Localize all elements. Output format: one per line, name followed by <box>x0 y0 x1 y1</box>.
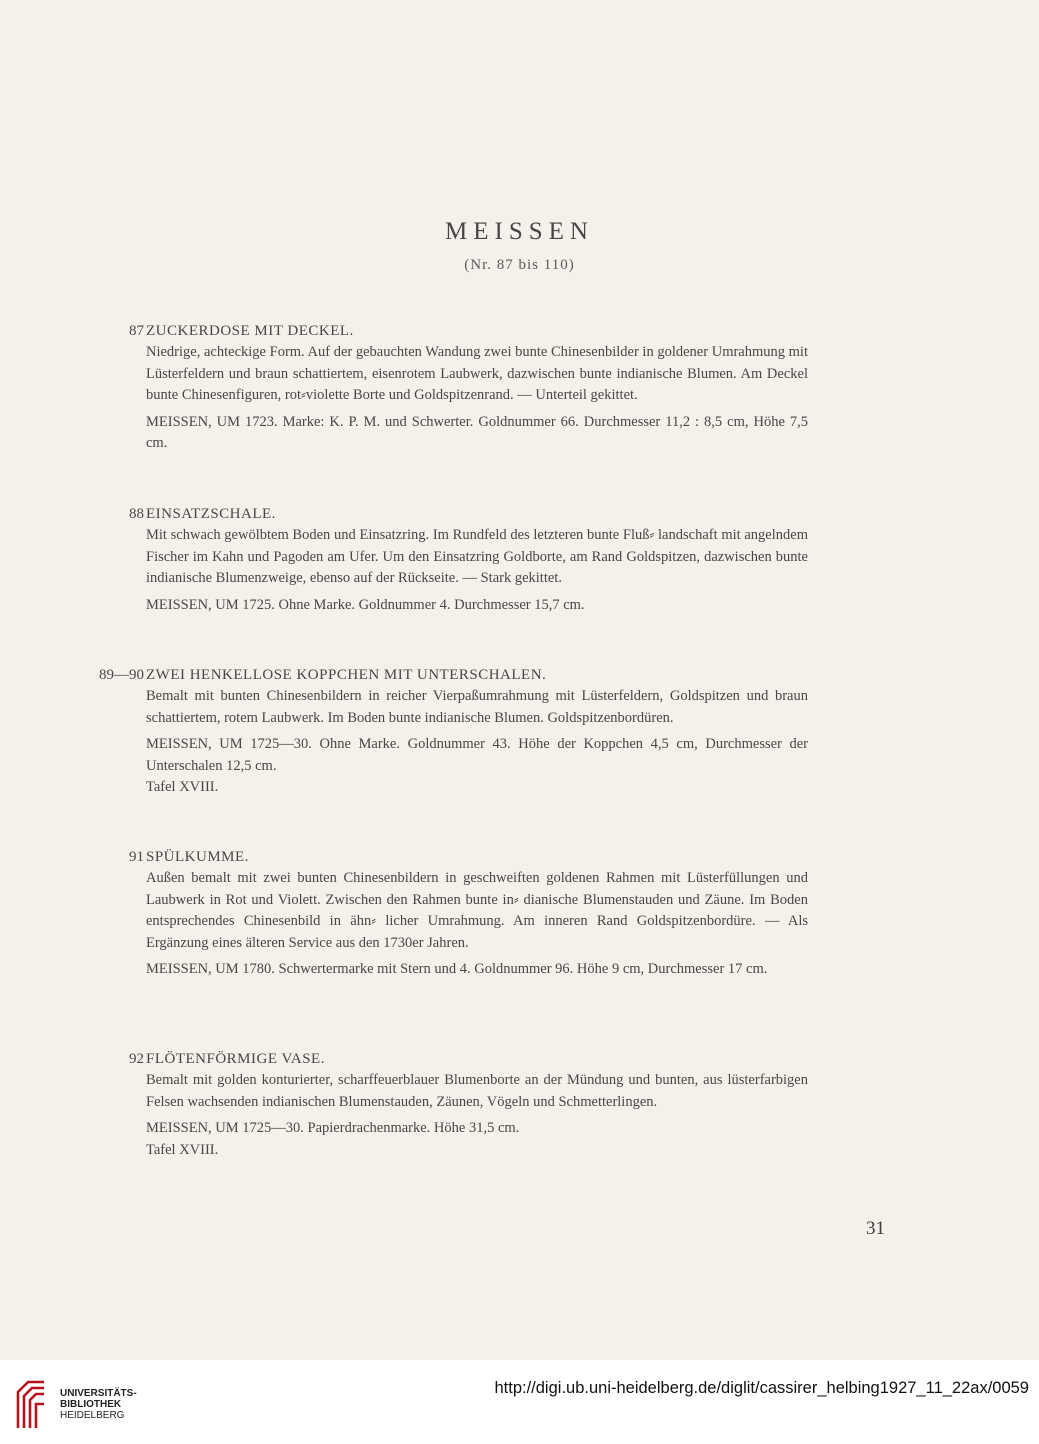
entry-number: 88 <box>129 506 144 522</box>
entry-title: SPÜLKUMME. <box>146 849 249 865</box>
section-subtitle: (Nr. 87 bis 110) <box>464 257 575 273</box>
section-title: MEISSEN <box>445 218 594 245</box>
entry-details: MEISSEN, UM 1725—30. Ohne Marke. Goldnummer 43. Höhe der Koppchen 4,5 cm, Durchmesser der Unterschalen 12,5 cm. <box>146 736 808 774</box>
catalog-entry-91 <box>129 847 808 981</box>
library-logo-icon <box>10 1378 50 1432</box>
catalog-entry-87 <box>129 321 808 455</box>
library-footer <box>0 1360 1039 1444</box>
catalog-entry-88 <box>129 504 808 616</box>
entry-description: Mit schwach gewölbtem Boden und Einsatzring. Im Rundfeld des letzteren bunte Fluß⸗ landschaft mit angelndem Fischer im Kahn und Pagoden am Ufer. Um den Einsatzring Goldborte, am Rand Goldspitzen, dazwischen bunte indianische Blumenzweige, ebenso auf der Rückseite. — Stark gekittet. <box>146 527 808 586</box>
entry-details: MEISSEN, UM 1723. Marke: K. P. M. und Schwerter. Goldnummer 66. Durchmesser 11,2 : 8,5 cm, Höhe 7,5 cm. <box>146 413 808 451</box>
catalog-entry-89-90 <box>99 665 808 799</box>
entry-title: ZWEI HENKELLOSE KOPPCHEN MIT UNTERSCHALEN. <box>146 667 547 683</box>
logo-line-3: HEIDELBERG <box>60 1410 125 1421</box>
entry-description: Bemalt mit bunten Chinesenbildern in reicher Vierpaßumrahmung mit Lüsterfeldern, Goldspitzen und braun schattiertem, rotem Laubwerk. Im Boden bunte indianische Blumen. Goldspitzenbordüren. <box>146 688 808 726</box>
logo-line-2: BIBLIOTHEK <box>60 1399 122 1410</box>
library-logo-text <box>60 1388 137 1421</box>
entry-description: Außen bemalt mit zwei bunten Chinesenbildern in geschweiften goldenen Rahmen mit Lüsterfüllungen und Laubwerk in Rot und Violett. Zwischen den Rahmen bunte in⸗ dianische Blumenstauden und Zäune. Im Boden entsprechendes Chinesenbild in ähn⸗ licher Umrahmung. Am inneren Rand Goldspitzenbordüre. — Als Ergänzung eines älteren Service aus den 1730er Jahren. <box>146 870 808 951</box>
entry-number: 87 <box>129 323 144 339</box>
entry-plate: Tafel XVIII. <box>146 779 219 795</box>
source-url-link[interactable]: http://digi.ub.uni-heidelberg.de/diglit/cassirer_helbing1927_11_22ax/0059 <box>494 1379 1029 1397</box>
entry-details: MEISSEN, UM 1780. Schwertermarke mit Stern und 4. Goldnummer 96. Höhe 9 cm, Durchmesser 17 cm. <box>146 961 768 977</box>
entry-title: FLÖTENFÖRMIGE VASE. <box>146 1051 325 1067</box>
entry-description: Niedrige, achteckige Form. Auf der gebauchten Wandung zwei bunte Chinesenbilder in goldener Umrahmung mit Lüsterfeldern und braun schattiertem, eisenrotem Laubwerk, dazwischen bunte indianische Blumen. Am Deckel bunte Chinesenfiguren, rot⸗violette Borte und Goldspitzenrand. — Unterteil gekittet. <box>146 344 808 403</box>
page-number: 31 <box>866 1218 885 1239</box>
entry-number: 89—90 <box>99 667 144 683</box>
entry-plate: Tafel XVIII. <box>146 1141 219 1158</box>
entry-title: EINSATZSCHALE. <box>146 506 276 522</box>
catalog-entry-92 <box>129 1049 808 1161</box>
logo-line-1: UNIVERSITÄTS- <box>60 1388 137 1399</box>
entry-number: 92 <box>129 1051 144 1067</box>
entry-details: MEISSEN, UM 1725. Ohne Marke. Goldnummer 4. Durchmesser 15,7 cm. <box>146 596 585 613</box>
entry-description: Bemalt mit golden konturierter, scharffeuerblauer Blumenborte an der Mündung und bunten, aus lüsterfarbigen Felsen wachsenden indianischen Blumenstauden, Zäunen, Vögeln und Schmetterlingen. <box>146 1072 808 1110</box>
entry-number: 91 <box>129 849 144 865</box>
entry-title: ZUCKERDOSE MIT DECKEL. <box>146 323 354 339</box>
entry-details: MEISSEN, UM 1725—30. Papierdrachenmarke. Höhe 31,5 cm. <box>146 1120 520 1136</box>
